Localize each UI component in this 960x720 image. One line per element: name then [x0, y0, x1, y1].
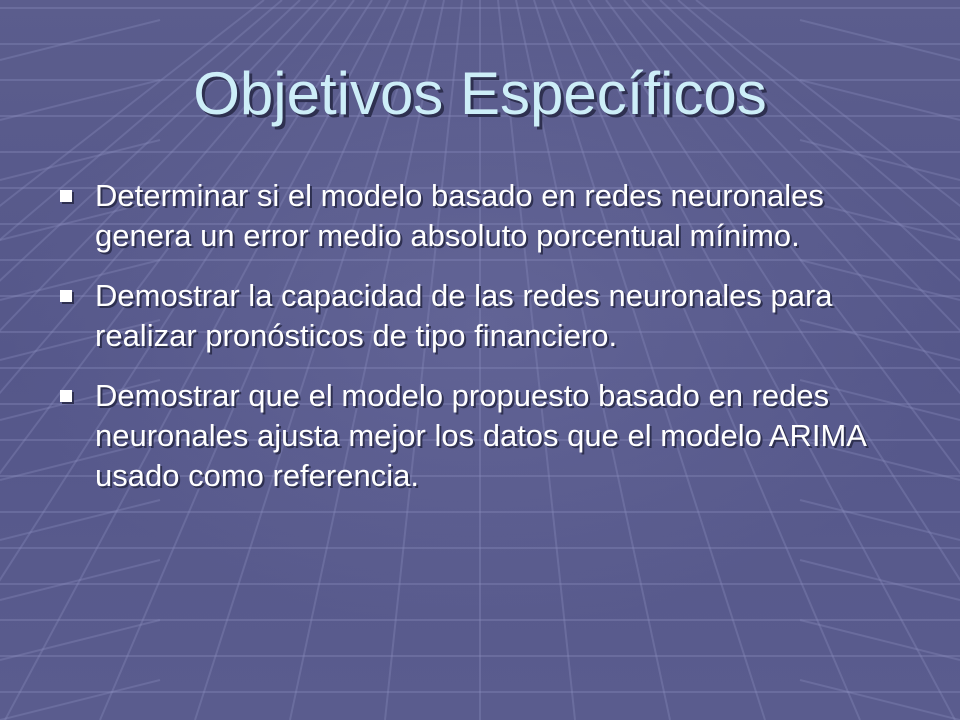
bullet-list [60, 176, 910, 516]
grid-line [0, 20, 160, 60]
square-bullet-icon [60, 290, 72, 302]
bullet-text: Demostrar que el modelo propuesto basado en redes neuronales ajusta mejor los datos que el modelo ARIMA usado como referencia. [95, 378, 866, 493]
bullet-text: Demostrar la capacidad de las redes neuronales para realizar pronósticos de tipo financiero. [95, 278, 833, 353]
grid-line [0, 620, 160, 660]
square-bullet-icon [60, 390, 72, 402]
bullet-item [60, 176, 910, 256]
bullet-item [60, 276, 910, 356]
grid-line [800, 620, 960, 660]
grid-line [0, 140, 160, 180]
grid-line [800, 140, 960, 180]
grid-line [800, 560, 960, 600]
square-bullet-icon [60, 190, 72, 202]
bullet-item [60, 376, 910, 496]
grid-line [800, 20, 960, 60]
slide-title: Objetivos Específicos [193, 60, 767, 127]
grid-line [0, 560, 160, 600]
bullet-text: Determinar si el modelo basado en redes neuronales genera un error medio absoluto porcentual mínimo. [95, 178, 824, 253]
